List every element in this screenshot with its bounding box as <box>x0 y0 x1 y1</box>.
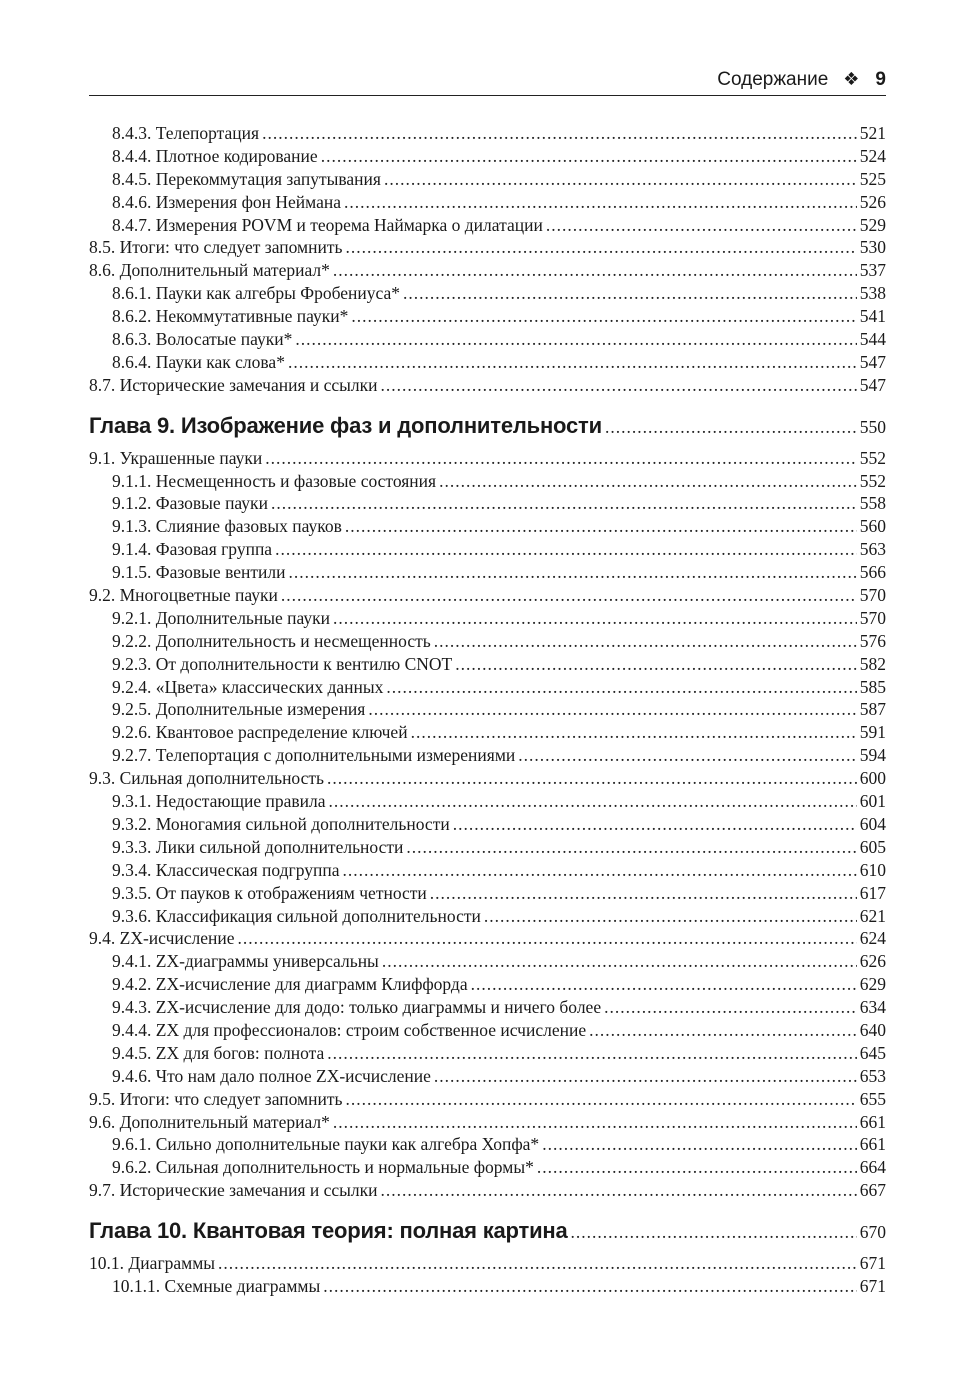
header-title: Содержание <box>717 68 829 90</box>
toc-entry-title: 9.6. Дополнительный материал* <box>89 1111 330 1132</box>
toc-entry-title: 9.1.3. Слияние фазовых пауков <box>112 516 342 537</box>
dot-leader <box>351 305 856 328</box>
toc-subsection-entry[interactable] <box>89 122 886 145</box>
toc-entry-title: 9.7. Исторические замечания и ссылки <box>89 1180 378 1201</box>
toc-section-entry[interactable] <box>89 584 886 607</box>
toc-entry-page: 645 <box>859 1042 886 1063</box>
toc-entry-page: 537 <box>859 260 886 281</box>
toc-entry-page: 563 <box>859 539 886 560</box>
toc-entry-page: 525 <box>859 168 886 189</box>
toc-entry-page: 538 <box>859 283 886 304</box>
dot-leader <box>333 1111 857 1134</box>
toc-subsection-entry[interactable] <box>89 492 886 515</box>
toc-entry-title: 9.1.2. Фазовые пауки <box>112 493 268 514</box>
toc-entry-title: 8.4.4. Плотное кодирование <box>112 145 318 166</box>
toc-entry-title: 8.7. Исторические замечания и ссылки <box>89 374 378 395</box>
toc-entry-page: 634 <box>859 997 886 1018</box>
dot-leader <box>384 168 857 191</box>
toc-entry-page: 640 <box>859 1019 886 1040</box>
toc-entry-title: 9.3.6. Классификация сильной дополнительности <box>112 905 481 926</box>
toc-entry-page: 604 <box>859 813 886 834</box>
toc-subsection-entry[interactable] <box>89 145 886 168</box>
toc-entry-title: 9.4.5. ZX для богов: полнота <box>112 1042 325 1063</box>
toc-entry-page: 661 <box>859 1111 886 1132</box>
toc-entry-title: 9.6.1. Сильно дополнительные пауки как алгебра Хопфа* <box>112 1134 540 1155</box>
dot-leader <box>333 259 857 282</box>
dot-leader <box>271 492 857 515</box>
toc-entry-title: 9.1.1. Несмещенность и фазовые состояния <box>112 470 437 491</box>
page-number: 9 <box>875 68 886 90</box>
toc-entry-title: 9.3.3. Лики сильной дополнительности <box>112 836 404 857</box>
dot-leader <box>386 676 856 699</box>
toc-entry-title: 8.5. Итоги: что следует запомнить <box>89 237 343 258</box>
toc-entry-page: 600 <box>859 768 886 789</box>
toc-entry-page: 550 <box>859 416 886 437</box>
toc-subsection-entry[interactable] <box>89 1156 886 1179</box>
dot-leader <box>295 328 856 351</box>
toc-entry-page: 661 <box>859 1134 886 1155</box>
toc-entry-title: 8.6.4. Пауки как слова* <box>112 351 285 372</box>
toc-section-entry[interactable] <box>89 236 886 259</box>
dot-leader <box>275 538 857 561</box>
toc-subsection-entry[interactable] <box>89 214 886 237</box>
toc-subsection-entry[interactable] <box>89 168 886 191</box>
toc-entry-title: 8.4.5. Перекоммутация запутывания <box>112 168 381 189</box>
toc-entry-page: 617 <box>859 882 886 903</box>
dot-leader <box>321 145 857 168</box>
dot-leader <box>434 630 857 653</box>
toc-entry-page: 594 <box>859 745 886 766</box>
dot-leader <box>265 447 857 470</box>
toc-entry-title: 9.3.1. Недостающие правила <box>112 791 326 812</box>
toc-entry-page: 541 <box>859 306 886 327</box>
toc-entry-page: 670 <box>859 1222 886 1243</box>
toc-entry-page: 547 <box>859 374 886 395</box>
toc-entry-title: 9.2.4. «Цвета» классических данных <box>112 676 384 697</box>
toc-subsection-entry[interactable] <box>89 836 886 859</box>
dot-leader <box>571 1217 857 1247</box>
toc-subsection-entry[interactable] <box>89 905 886 928</box>
dot-leader <box>411 721 857 744</box>
toc-subsection-entry[interactable] <box>89 950 886 973</box>
dot-leader <box>288 561 856 584</box>
toc-entry-title: 9.6.2. Сильная дополнительность и нормальные формы* <box>112 1157 534 1178</box>
toc-subsection-entry[interactable] <box>89 561 886 584</box>
toc-chapter-entry[interactable] <box>89 411 886 441</box>
toc-subsection-entry[interactable] <box>89 653 886 676</box>
dot-leader <box>382 950 857 973</box>
dot-leader <box>537 1156 857 1179</box>
toc-entry-page: 570 <box>859 607 886 628</box>
toc-entry-page: 570 <box>859 585 886 606</box>
toc-subsection-entry[interactable] <box>89 721 886 744</box>
toc-entry-title: 8.6. Дополнительный материал* <box>89 260 330 281</box>
toc-subsection-entry[interactable] <box>89 515 886 538</box>
dot-leader <box>344 191 857 214</box>
toc-entry-page: 560 <box>859 516 886 537</box>
toc-section-entry[interactable] <box>89 1252 886 1275</box>
toc-entry-page: 624 <box>859 928 886 949</box>
dot-leader <box>403 282 857 305</box>
toc-subsection-entry[interactable] <box>89 351 886 374</box>
toc-entry-title: 9.2.5. Дополнительные измерения <box>112 699 366 720</box>
toc-entry-title: 8.4.7. Измерения POVM и теорема Наймарка о дилатации <box>112 214 543 235</box>
toc-entry-title: 9.2.2. Дополнительность и несмещенность <box>112 630 431 651</box>
toc-section-entry[interactable] <box>89 259 886 282</box>
dot-leader <box>546 214 857 237</box>
toc-entry-page: 529 <box>859 214 886 235</box>
toc-entry-title: Глава 9. Изображение фаз и дополнительности <box>89 412 602 438</box>
dot-leader <box>518 744 856 767</box>
toc-subsection-entry[interactable] <box>89 813 886 836</box>
toc-subsection-entry[interactable] <box>89 790 886 813</box>
toc-entry-title: 9.2.1. Дополнительные пауки <box>112 607 331 628</box>
dot-leader <box>439 470 857 493</box>
toc-subsection-entry[interactable] <box>89 859 886 882</box>
toc-subsection-entry[interactable] <box>89 282 886 305</box>
toc-entry-title: 8.6.3. Волосатые пауки* <box>112 329 293 350</box>
toc-subsection-entry[interactable] <box>89 882 886 905</box>
toc-section-entry[interactable] <box>89 927 886 950</box>
toc-entry-page: 576 <box>859 630 886 651</box>
toc-subsection-entry[interactable] <box>89 1065 886 1088</box>
table-of-contents <box>89 122 886 1298</box>
toc-entry-title: 9.1.4. Фазовая группа <box>112 539 273 560</box>
dot-leader <box>238 927 857 950</box>
dot-leader <box>218 1252 857 1275</box>
dot-leader <box>471 973 857 996</box>
toc-subsection-entry[interactable] <box>89 1042 886 1065</box>
toc-subsection-entry[interactable] <box>89 328 886 351</box>
toc-entry-title: 9.2. Многоцветные пауки <box>89 585 278 606</box>
running-header <box>89 64 886 96</box>
toc-entry-page: 671 <box>859 1275 886 1296</box>
toc-entry-page: 521 <box>859 123 886 143</box>
toc-entry-title: 8.4.3. Телепортация <box>112 123 260 143</box>
toc-entry-page: 547 <box>859 351 886 372</box>
toc-subsection-entry[interactable] <box>89 630 886 653</box>
toc-entry-title: 9.2.7. Телепортация с дополнительными измерениями <box>112 745 516 766</box>
toc-entry-page: 626 <box>859 951 886 972</box>
dot-leader <box>342 859 856 882</box>
toc-subsection-entry[interactable] <box>89 470 886 493</box>
dot-leader <box>430 882 857 905</box>
dot-leader <box>323 1275 857 1298</box>
toc-entry-page: 671 <box>859 1253 886 1274</box>
toc-entry-page: 587 <box>859 699 886 720</box>
dot-leader <box>368 698 856 721</box>
toc-entry-title: Глава 10. Квантовая теория: полная картина <box>89 1218 568 1244</box>
toc-section-entry[interactable] <box>89 1179 886 1202</box>
toc-entry-title: 9.4.3. ZX-исчисление для додо: только диаграммы и ничего более <box>112 997 602 1018</box>
toc-entry-page: 552 <box>859 447 886 468</box>
toc-subsection-entry[interactable] <box>89 607 886 630</box>
toc-section-entry[interactable] <box>89 1111 886 1134</box>
toc-subsection-entry[interactable] <box>89 744 886 767</box>
toc-entry-title: 9.2.3. От дополнительности к вентилю CNOT <box>112 653 453 674</box>
toc-entry-page: 558 <box>859 493 886 514</box>
toc-entry-title: 9.1.5. Фазовые вентили <box>112 562 286 583</box>
toc-entry-title: 9.4.6. Что нам дало полное ZX-исчисление <box>112 1065 431 1086</box>
toc-entry-title: 9.3.4. Классическая подгруппа <box>112 859 340 880</box>
toc-subsection-entry[interactable] <box>89 1275 886 1298</box>
dot-leader <box>345 1088 856 1111</box>
dot-leader <box>589 1019 857 1042</box>
toc-entry-title: 9.3.5. От пауков к отображениям четности <box>112 882 427 903</box>
toc-entry-page: 566 <box>859 562 886 583</box>
toc-entry-page: 629 <box>859 974 886 995</box>
ornament-icon: ❖ <box>843 69 860 89</box>
toc-subsection-entry[interactable] <box>89 973 886 996</box>
dot-leader <box>333 607 857 630</box>
toc-entry-page: 582 <box>859 653 886 674</box>
dot-leader <box>453 813 857 836</box>
toc-entry-title: 9.4.2. ZX-исчисление для диаграмм Клиффорда <box>112 974 468 995</box>
toc-subsection-entry[interactable] <box>89 191 886 214</box>
toc-entry-title: 9.2.6. Квантовое распределение ключей <box>112 722 408 743</box>
toc-entry-title: 9.4.1. ZX-диаграммы универсальны <box>112 951 379 972</box>
dot-leader <box>328 790 856 813</box>
toc-entry-page: 601 <box>859 791 886 812</box>
toc-entry-title: 9.5. Итоги: что следует запомнить <box>89 1088 343 1109</box>
toc-entry-title: 9.4. ZX-исчисление <box>89 928 235 949</box>
toc-entry-title: 9.3. Сильная дополнительность <box>89 768 325 789</box>
dot-leader <box>406 836 856 859</box>
toc-entry-page: 664 <box>859 1157 886 1178</box>
dot-leader <box>345 236 856 259</box>
dot-leader <box>281 584 857 607</box>
dot-leader <box>542 1133 857 1156</box>
toc-entry-page: 530 <box>859 237 886 258</box>
dot-leader <box>484 905 857 928</box>
dot-leader <box>604 996 857 1019</box>
toc-entry-page: 552 <box>859 470 886 491</box>
toc-entry-title: 10.1. Диаграммы <box>89 1253 216 1274</box>
toc-subsection-entry[interactable] <box>89 1019 886 1042</box>
toc-entry-title: 8.4.6. Измерения фон Неймана <box>112 191 342 212</box>
toc-section-entry[interactable] <box>89 447 886 470</box>
toc-subsection-entry[interactable] <box>89 1133 886 1156</box>
toc-entry-title: 9.3.2. Моногамия сильной дополнительности <box>112 813 450 834</box>
dot-leader <box>345 515 857 538</box>
toc-section-entry[interactable] <box>89 767 886 790</box>
toc-entry-page: 524 <box>859 145 886 166</box>
toc-entry-title: 9.1. Украшенные пауки <box>89 447 263 468</box>
dot-leader <box>381 374 857 397</box>
dot-leader <box>262 122 857 145</box>
dot-leader <box>327 767 857 790</box>
dot-leader <box>327 1042 856 1065</box>
dot-leader <box>434 1065 857 1088</box>
toc-entry-page: 526 <box>859 191 886 212</box>
toc-entry-page: 605 <box>859 836 886 857</box>
dot-leader <box>455 653 856 676</box>
toc-chapter-entry[interactable] <box>89 1216 886 1246</box>
toc-entry-title: 8.6.1. Пауки как алгебры Фробениуса* <box>112 283 401 304</box>
toc-entry-page: 655 <box>859 1088 886 1109</box>
dot-leader <box>288 351 857 374</box>
toc-subsection-entry[interactable] <box>89 698 886 721</box>
toc-subsection-entry[interactable] <box>89 996 886 1019</box>
toc-entry-title: 10.1.1. Схемные диаграммы <box>112 1275 321 1296</box>
toc-entry-page: 667 <box>859 1180 886 1201</box>
toc-section-entry[interactable] <box>89 374 886 397</box>
toc-entry-title: 8.6.2. Некоммутативные пауки* <box>112 306 349 327</box>
toc-subsection-entry[interactable] <box>89 538 886 561</box>
toc-section-entry[interactable] <box>89 1088 886 1111</box>
dot-leader <box>605 412 857 442</box>
toc-entry-page: 591 <box>859 722 886 743</box>
toc-subsection-entry[interactable] <box>89 305 886 328</box>
toc-entry-page: 621 <box>859 905 886 926</box>
toc-subsection-entry[interactable] <box>89 676 886 699</box>
toc-entry-page: 585 <box>859 676 886 697</box>
toc-entry-page: 544 <box>859 329 886 350</box>
toc-entry-page: 653 <box>859 1065 886 1086</box>
toc-entry-page: 610 <box>859 859 886 880</box>
toc-entry-title: 9.4.4. ZX для профессионалов: строим собственное исчисление <box>112 1019 587 1040</box>
dot-leader <box>381 1179 857 1202</box>
